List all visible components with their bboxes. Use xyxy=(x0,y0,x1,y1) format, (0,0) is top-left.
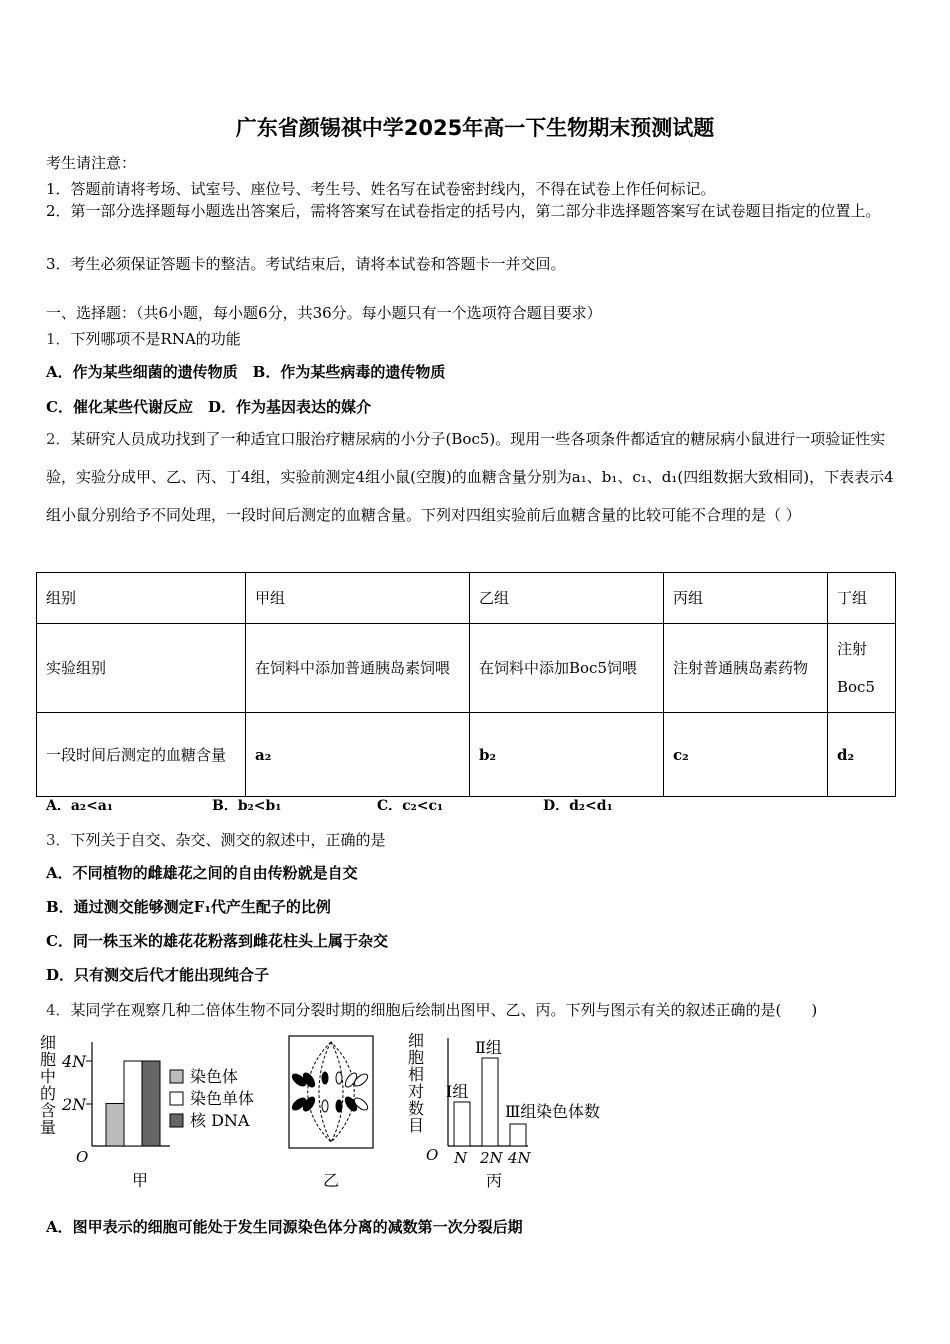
q3-text: 下列关于自交、杂交、测交的叙述中，正确的是 xyxy=(70,831,386,849)
jia-bar-1 xyxy=(106,1104,124,1147)
table-cell: a₂ xyxy=(246,713,470,797)
yi-caption: 乙 xyxy=(323,1171,340,1190)
table-cell: b₂ xyxy=(470,713,664,797)
notice-heading: 考生请注意： xyxy=(46,154,137,172)
legend-swatch-chromosome xyxy=(170,1070,183,1083)
bing-group-label: Ⅰ组 xyxy=(446,1082,469,1101)
bing-ylabel-text: 细胞相对数目 xyxy=(408,1031,425,1135)
q1-options-cd: C．催化某些代谢反应 D．作为基因表达的媒介 xyxy=(46,398,371,416)
table-cell: c₂ xyxy=(664,713,828,797)
jia-bar-2 xyxy=(124,1061,142,1146)
q4-text: 某同学在观察几种二倍体生物不同分裂时期的细胞后绘制出图甲、乙、丙。下列与图示有关的叙述正确的是( ) xyxy=(70,1001,818,1019)
bing-origin: O xyxy=(426,1146,439,1164)
q2-table xyxy=(36,572,896,797)
table-header-cell: 乙组 xyxy=(470,573,664,624)
bing-xtick: 2N xyxy=(480,1149,503,1167)
bing-bar-1 xyxy=(454,1102,470,1146)
q2-text: 某研究人员成功找到了一种适宜口服治疗糖尿病的小分子(Boc5)。现用一些各项条件都适宜的糖尿病小鼠进行一项验证性实验，实验分成甲、乙、丙、丁4组，实验前测定4组小鼠(空腹)的血糖含量分别为a₁、b₁、c₁、d₁(四组数据大致相同)，下表表示4组小鼠分别给予不同处理，一段时间后测定的血糖含量。下列对四组实验前后血糖含量的比较可能不合理的是（ ） xyxy=(46,430,894,524)
section-heading: 一、选择题：（共6小题，每小题6分，共36分。每小题只有一个选项符合题目要求） xyxy=(46,304,602,322)
table-header-cell: 丁组 xyxy=(828,573,896,624)
q2-number: 2． xyxy=(46,430,71,448)
q2-option-a: A．a₂<a₁ xyxy=(46,798,113,814)
q3-number: 3． xyxy=(46,831,71,849)
jia-tick-label: 4N xyxy=(62,1052,87,1071)
q2-option-c: C．c₂<c₁ xyxy=(377,798,444,814)
q2-option-d: D．d₂<d₁ xyxy=(543,798,613,814)
jia-tick-label: 2N xyxy=(62,1095,87,1114)
table-cell: d₂ xyxy=(828,713,896,797)
jia-caption: 甲 xyxy=(132,1171,149,1190)
q3-stem xyxy=(46,829,386,850)
table-cell: 一段时间后测定的血糖含量 xyxy=(37,713,246,797)
yi-cell-border xyxy=(289,1036,373,1148)
q4-option-a: A．图甲表示的细胞可能处于发生同源染色体分离的减数第一次分裂后期 xyxy=(46,1218,523,1236)
table-cell: 在饲料中添加Boc5饲喂 xyxy=(470,624,664,713)
q1-text: 下列哪项不是RNA的功能 xyxy=(70,330,241,348)
bing-bar-2 xyxy=(482,1058,498,1146)
q3-option-b: B．通过测交能够测定F₁代产生配子的比例 xyxy=(46,898,331,916)
q2-option-b: B．b₂<b₁ xyxy=(212,798,282,814)
q3-option-a: A．不同植物的雌雄花之间的自由传粉就是自交 xyxy=(46,864,358,882)
legend-label: 染色体 xyxy=(190,1067,239,1086)
legend-swatch-dna xyxy=(170,1114,183,1127)
table-cell: 在饲料中添加普通胰岛素饲喂 xyxy=(246,624,470,713)
q4-number: 4． xyxy=(46,1001,71,1019)
q1-stem xyxy=(46,328,241,349)
q1-number: 1． xyxy=(46,330,71,348)
notice-item-2: 2．第一部分选择题每小题选出答案后，需将答案写在试卷指定的括号内，第二部分非选择题答案写在试卷题目指定的位置上。 xyxy=(46,202,881,220)
notice-item-3: 3．考生必须保证答题卡的整洁。考试结束后，请将本试卷和答题卡一并交回。 xyxy=(46,255,566,273)
bing-xtick: 4N xyxy=(508,1149,531,1167)
legend-swatch-chromatid xyxy=(170,1092,183,1105)
q3-option-c: C．同一株玉米的雄花花粉落到雌花柱头上属于杂交 xyxy=(46,932,388,950)
q2-stem xyxy=(46,420,906,534)
q1-options-ab: A．作为某些细菌的遗传物质 B．作为某些病毒的遗传物质 xyxy=(46,363,446,381)
bing-bar-3 xyxy=(510,1124,526,1146)
page-title: 广东省颜锡祺中学2025年高一下生物期末预测试题 xyxy=(235,116,715,140)
bing-caption: 丙 xyxy=(486,1171,503,1190)
jia-ylabel-text: 细胞中的含量 xyxy=(40,1033,57,1137)
jia-bar-3 xyxy=(142,1061,160,1146)
figure-jia xyxy=(40,1030,280,1195)
table-cell: 实验组别 xyxy=(37,624,246,713)
figure-yi xyxy=(285,1032,380,1192)
table-header-cell: 丙组 xyxy=(664,573,828,624)
notice-item-1: 1．答题前请将考场、试室号、座位号、考生号、姓名写在试卷密封线内，不得在试卷上作任何标记。 xyxy=(46,180,716,198)
bing-xtick: N xyxy=(454,1149,468,1167)
q4-stem xyxy=(46,999,817,1020)
legend-label: 染色单体 xyxy=(190,1089,255,1108)
legend-label: 核 DNA xyxy=(190,1111,250,1130)
bing-xlabel: 染色体数 xyxy=(536,1102,601,1121)
table-cell: 注射Boc5 xyxy=(828,624,896,713)
table-cell: 注射普通胰岛素药物 xyxy=(664,624,828,713)
table-header-cell: 甲组 xyxy=(246,573,470,624)
bing-group-label: Ⅲ组 xyxy=(505,1102,537,1121)
table-header-cell: 组别 xyxy=(37,573,246,624)
bing-group-label: Ⅱ组 xyxy=(475,1038,502,1057)
jia-origin: O xyxy=(76,1148,89,1166)
q3-option-d: D．只有测交后代才能出现纯合子 xyxy=(46,966,270,984)
